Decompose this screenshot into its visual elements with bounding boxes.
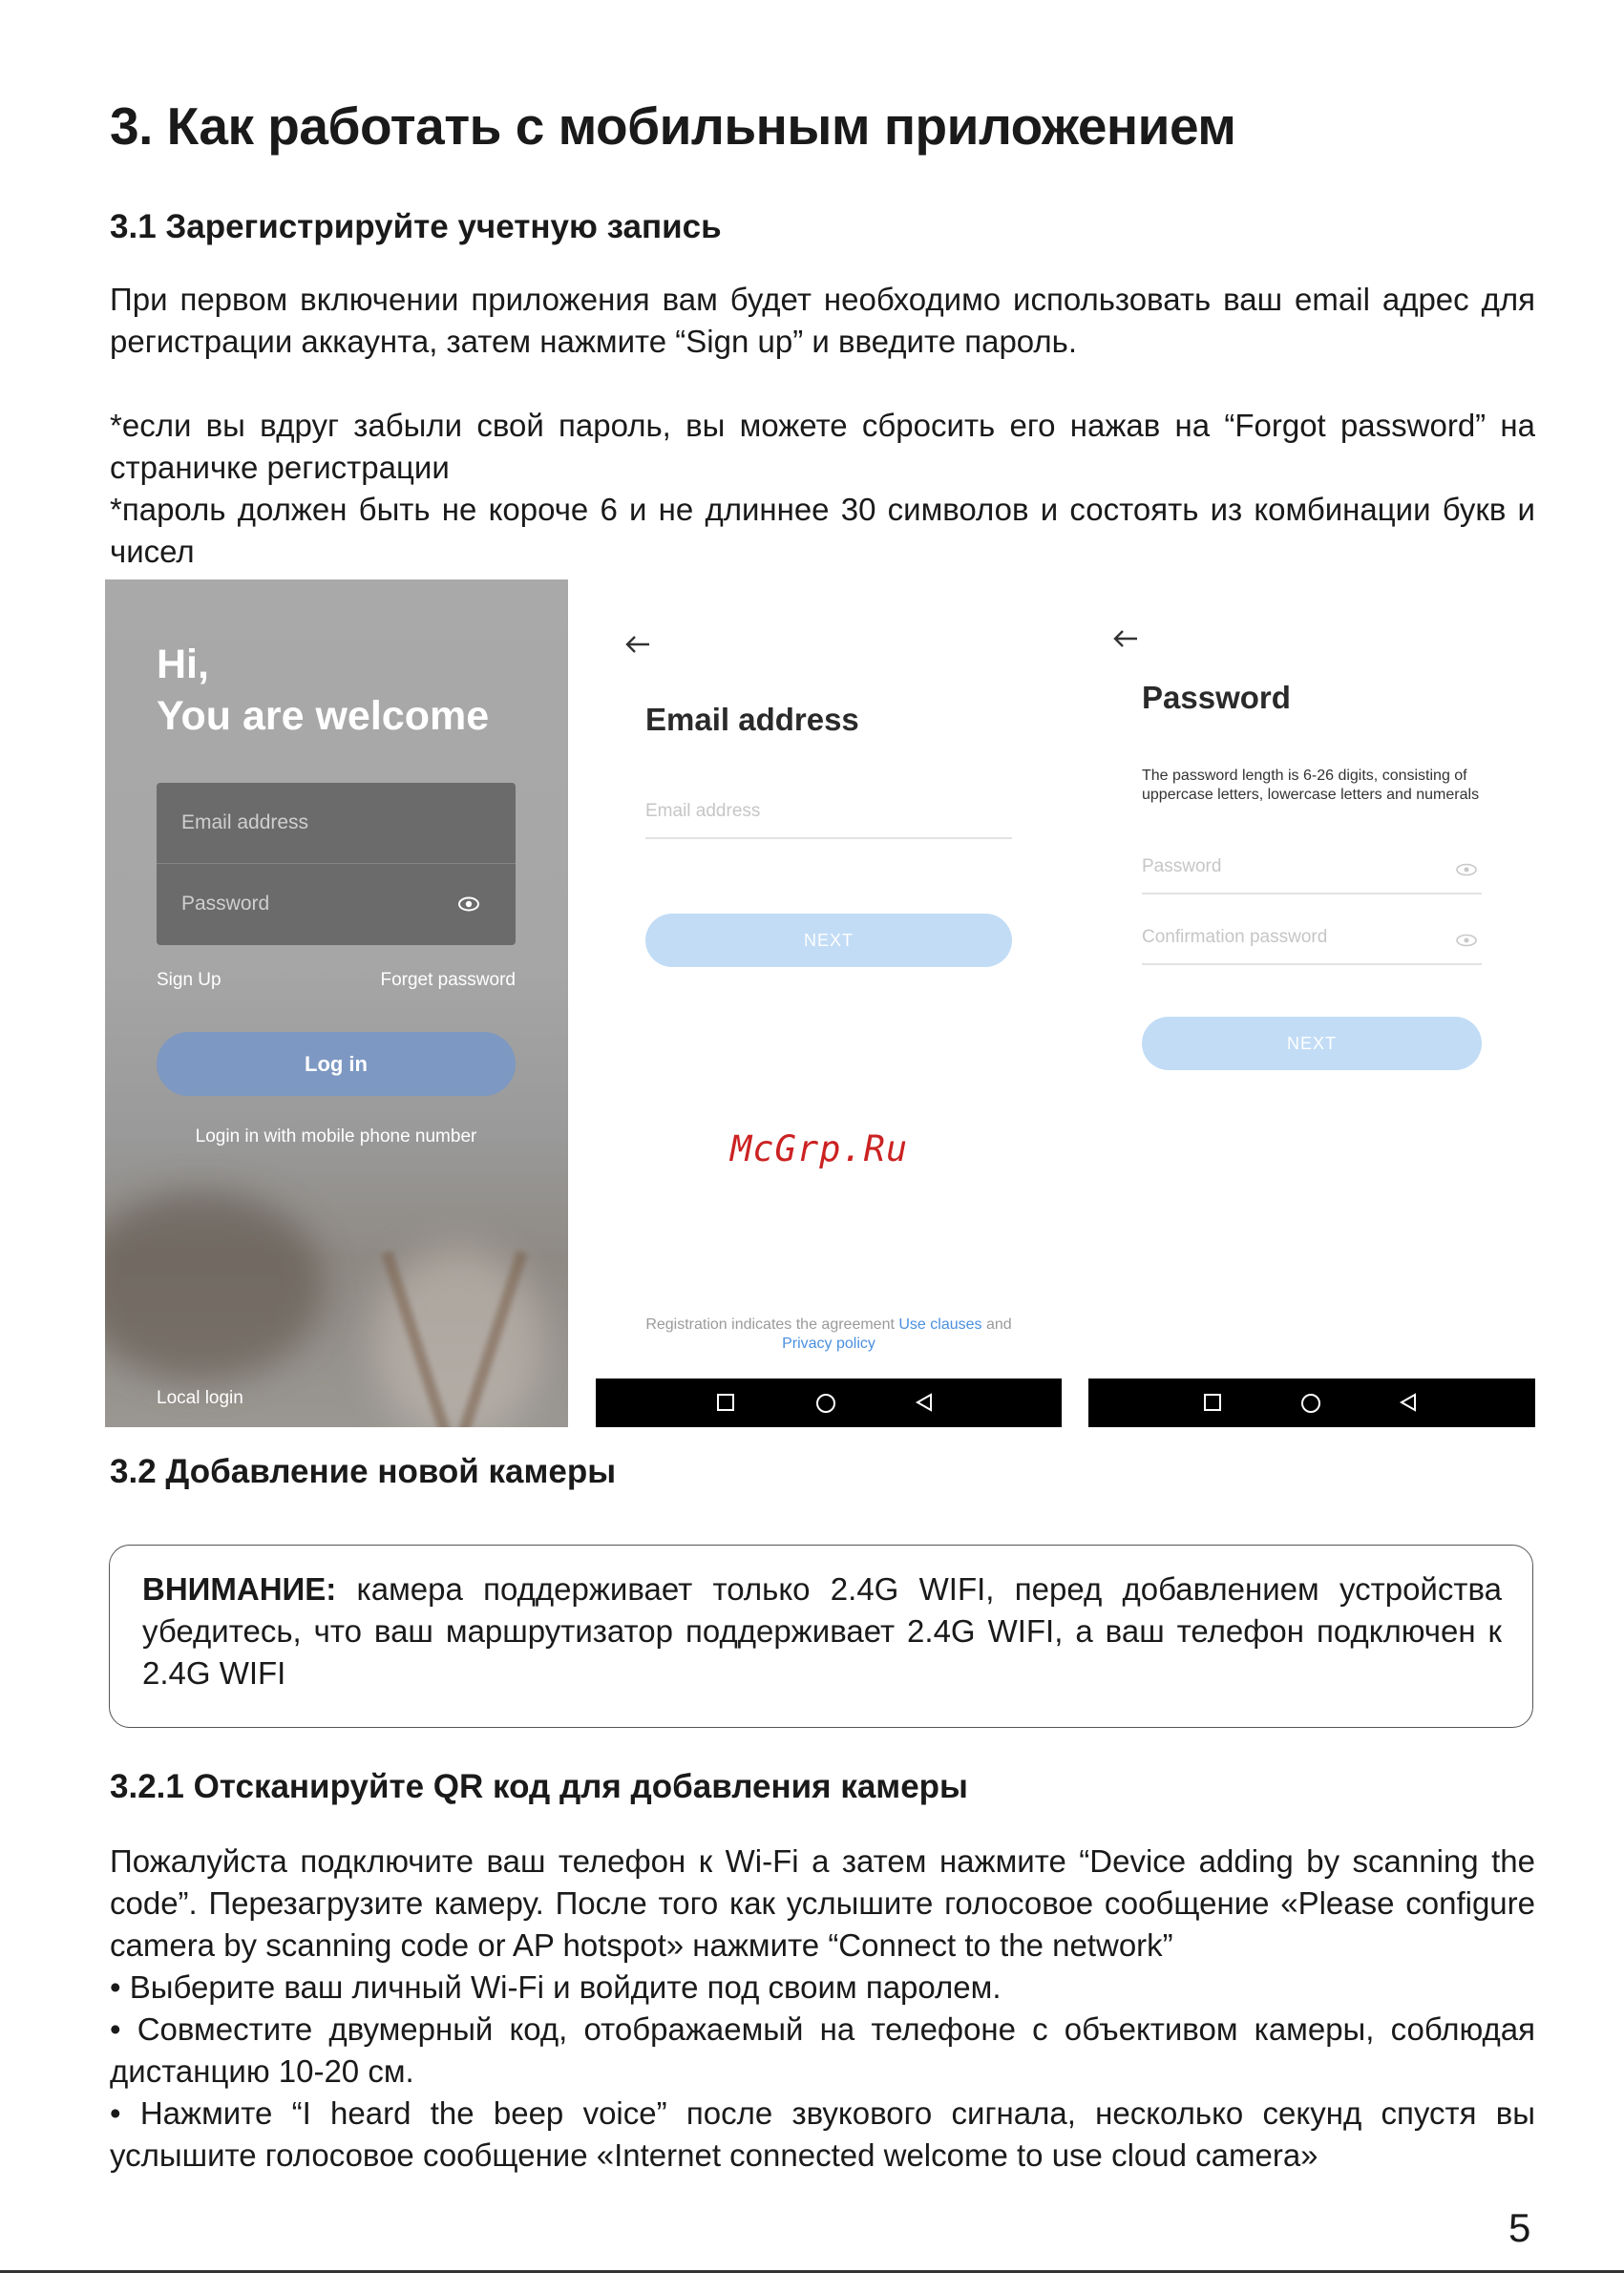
- password-input-placeholder: Password: [1142, 856, 1222, 876]
- login-screen: [105, 579, 568, 1427]
- local-login-link[interactable]: Local login: [157, 1388, 243, 1408]
- login-email-field[interactable]: [157, 783, 516, 863]
- login-password-placeholder: Password: [181, 893, 270, 915]
- email-screen-title: Email address: [645, 702, 859, 737]
- show-password-icon[interactable]: [458, 894, 479, 914]
- bullet-choose-wifi: • Выберите ваш личный Wi-Fi и войдите под своим паролем.: [110, 1969, 1002, 2005]
- section-3-1-text: [110, 279, 1535, 363]
- mobile-login-link[interactable]: Login in with mobile phone number: [195, 1126, 477, 1147]
- watermark: McGrp.Ru: [730, 1128, 909, 1169]
- bullet-align-qr: • Совместите двумерный код, отображаемый на телефоне с объективом камеры, соблюдая дистанцию 10-20 см.: [110, 2011, 1535, 2089]
- email-next-button[interactable]: NEXT: [645, 914, 1012, 967]
- greeting-line-1: Hi,: [157, 642, 209, 687]
- home-icon[interactable]: [813, 1391, 838, 1416]
- email-screen: [596, 579, 1062, 1427]
- section-3-1-notes: [110, 405, 1535, 573]
- legal-and: and: [985, 1316, 1012, 1333]
- warning-notice-text: [142, 1568, 1502, 1694]
- page-title: 3. Как работать с мобильным приложением: [110, 96, 1236, 156]
- forget-password-link[interactable]: Forget password: [380, 970, 516, 990]
- note-password-length: *пароль должен быть не короче 6 и не длиннее 30 символов и состоять из комбинации букв и чисел: [110, 492, 1535, 569]
- warning-body: камера поддерживает только 2.4G WIFI, перед добавлением устройства убедитесь, что ваш маршрутизатор поддерживает 2.4G WIFI, а ваш телефон подключен к 2.4G WIFI: [142, 1571, 1502, 1691]
- page-number: 5: [1508, 2205, 1531, 2250]
- note-forgot-password: *если вы вдруг забыли свой пароль, вы можете сбросить его нажав на “Forgot password” на страничке регистрации: [110, 408, 1535, 485]
- recent-apps-icon[interactable]: [714, 1391, 737, 1414]
- privacy-policy-link[interactable]: Privacy policy: [782, 1336, 875, 1352]
- sign-up-link[interactable]: Sign Up: [157, 970, 221, 990]
- back-nav-icon[interactable]: [913, 1391, 936, 1414]
- use-clauses-link[interactable]: Use clauses: [898, 1316, 982, 1333]
- confirm-password-input[interactable]: [1142, 914, 1482, 965]
- bullet-beep-voice: • Нажмите “I heard the beep voice” после звукового сигнала, несколько секунд спустя вы услышите голосовое сообщение «Internet connected welcome to use cloud camera»: [110, 2095, 1535, 2173]
- section-3-1-paragraph: При первом включении приложения вам будет необходимо использовать ваш email адрес для регистрации аккаунта, затем нажмите “Sign up” и введите пароль.: [110, 282, 1535, 359]
- home-icon[interactable]: [1298, 1391, 1323, 1416]
- email-input[interactable]: [645, 788, 1012, 839]
- confirm-password-placeholder: Confirmation password: [1142, 927, 1328, 947]
- recent-apps-icon[interactable]: [1201, 1391, 1224, 1414]
- login-greeting: [157, 639, 489, 742]
- section-3-2-1-text: [110, 1841, 1535, 2177]
- password-screen-title: Password: [1142, 680, 1291, 715]
- login-email-placeholder: Email address: [181, 811, 309, 833]
- password-hint: The password length is 6-26 digits, consisting of uppercase letters, lowercase letters and numerals: [1142, 768, 1480, 803]
- android-nav-bar: [596, 1379, 1062, 1427]
- legal-prefix: Registration indicates the agreement: [645, 1316, 895, 1333]
- warning-label: ВНИМАНИЕ:: [142, 1571, 337, 1607]
- back-arrow-icon[interactable]: [1112, 629, 1139, 648]
- login-button[interactable]: Log in: [157, 1032, 516, 1096]
- login-password-field[interactable]: [157, 864, 516, 944]
- legal-text: [596, 1315, 1062, 1354]
- login-form: [157, 783, 516, 945]
- email-input-placeholder: Email address: [645, 801, 761, 821]
- greeting-line-2: You are welcome: [157, 693, 490, 739]
- password-next-button[interactable]: NEXT: [1142, 1017, 1482, 1070]
- back-arrow-icon[interactable]: [624, 635, 651, 654]
- section-3-2-1-title: 3.2.1 Отсканируйте QR код для добавления камеры: [110, 1768, 968, 1805]
- android-nav-bar: [1088, 1379, 1535, 1427]
- show-password-icon[interactable]: [1455, 862, 1478, 877]
- show-confirm-password-icon[interactable]: [1455, 933, 1478, 948]
- section-3-1-title: 3.1 Зарегистрируйте учетную запись: [110, 208, 722, 245]
- back-nav-icon[interactable]: [1397, 1391, 1420, 1414]
- warning-notice-box: [109, 1545, 1533, 1728]
- password-input[interactable]: [1142, 843, 1482, 894]
- password-screen: [1088, 579, 1535, 1427]
- section-3-2-title: 3.2 Добавление новой камеры: [110, 1453, 617, 1490]
- section-3-2-1-paragraph: Пожалуйста подключите ваш телефон к Wi-Fi а затем нажмите “Device adding by scanning the code”. Перезагрузите камеру. После того как услышите голосовое сообщение «Please configure camera by scanning code or AP hotspot» нажмите “Connect to the network”: [110, 1843, 1535, 1963]
